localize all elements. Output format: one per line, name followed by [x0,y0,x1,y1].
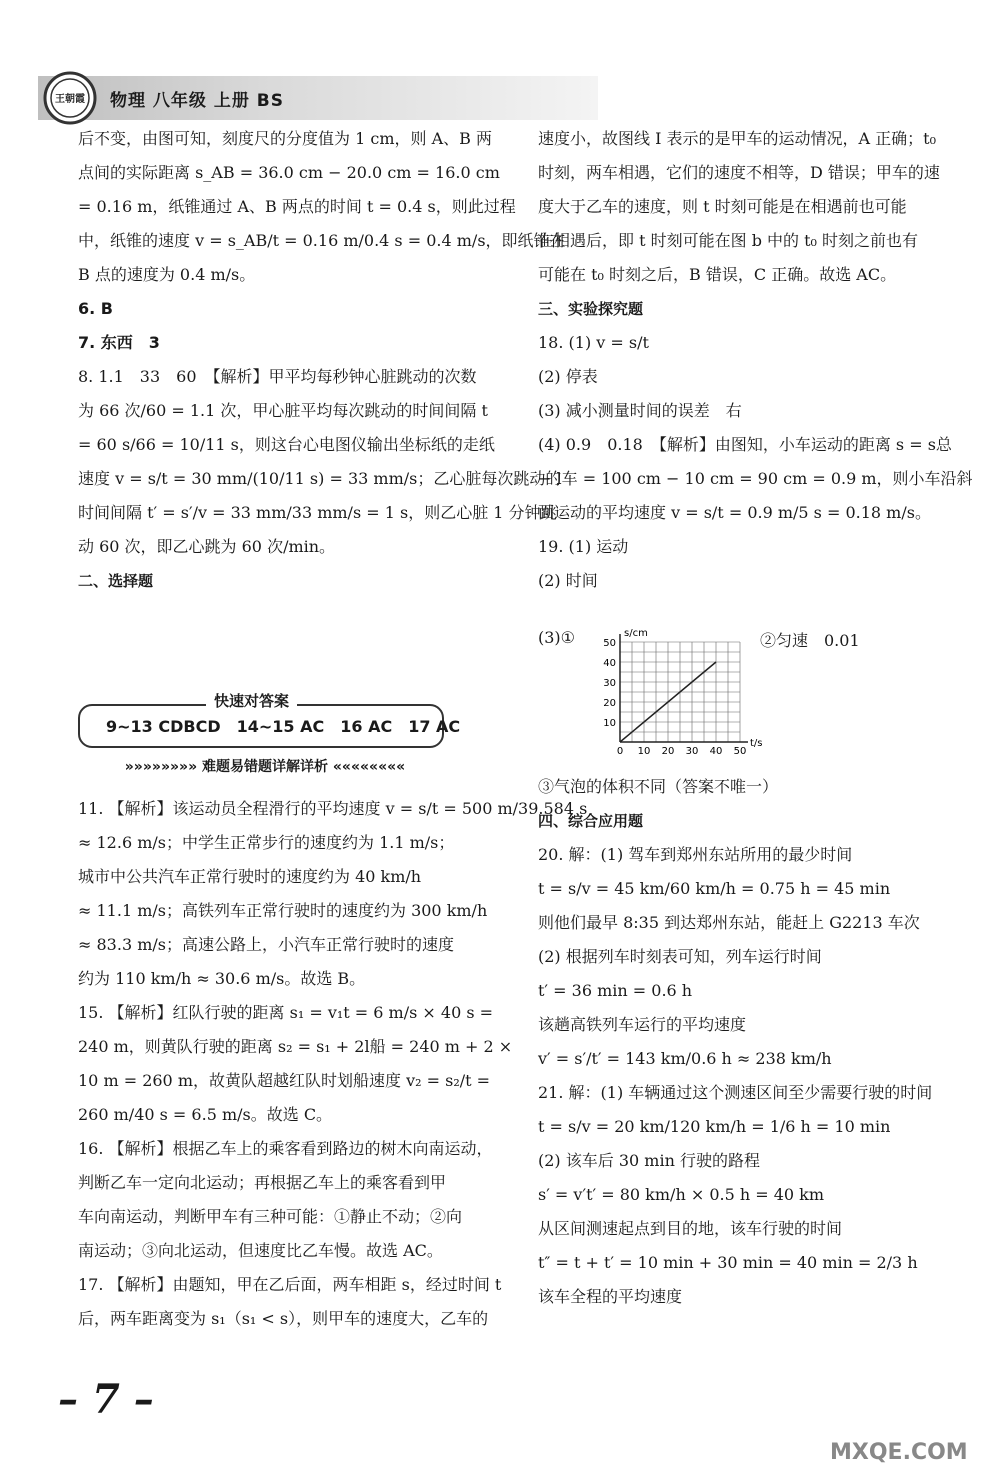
y-tick-label: 50 [603,638,616,649]
answer-7: 7. 东西 3 [78,333,160,352]
x-axis-label: t/s [750,738,763,749]
y-axis-label: s/cm [624,628,648,639]
text-line: 10 m = 260 m，故黄队超越红队时划船速度 v₂ = s₂/t = [78,1071,491,1090]
section-heading: 二、选择题 [78,572,154,590]
y-tick-label: 10 [603,718,616,729]
logo-icon [42,70,98,126]
answer-17: 17. 【解析】由题知，甲在乙后面，两车相距 s，经过时间 t [78,1275,502,1294]
text-line: 从区间测速起点到目的地，该车行驶的时间 [538,1219,843,1238]
text-line: (4) 0.9 0.18 【解析】由图知，小车运动的距离 s = s总 [538,435,952,454]
text-line: 为 66 次/60 = 1.1 次，甲心脏平均每次跳动的时间间隔 t [78,401,488,420]
text-line: 则他们最早 8:35 到达郑州东站，能赶上 G2213 车次 [538,913,920,932]
quick-answer-list: 9~13 CDBCD 14~15 AC 16 AC 17 AC [106,717,461,736]
x-tick-label: 40 [709,746,723,757]
text-line: ③气泡的体积不同（答案不唯一） [538,777,779,796]
text-line: (2) 时间 [538,571,598,590]
text-line: v′ = s′/t′ = 143 km/0.6 h ≈ 238 km/h [538,1049,832,1068]
text-line: B 点的速度为 0.4 m/s。 [78,265,256,284]
answer-21: 21. 解：(1) 车辆通过这个测速区间至少需要行驶的时间 [538,1083,933,1102]
text-line: 速度 v = s/t = 30 mm/(10/11 s) = 33 mm/s；乙心脏每次跳动的 [78,469,562,488]
text-line: t″ = t + t′ = 10 min + 30 min = 40 min = 2/3 h [538,1253,918,1272]
q19-part3-label: (3)① [538,628,576,647]
section-heading: 四、综合应用题 [538,812,644,830]
text-line: 时刻，两车相遇，它们的速度不相等，D 错误；甲车的速 [538,163,940,182]
text-line: 时间间隔 t′ = s′/v = 33 mm/33 mm/s = 1 s，则乙心脏 1 分钟跳 [78,503,557,522]
page-number: – 7 – [58,1376,154,1423]
right-column [538,122,973,598]
text-line: 城市中公共汽车正常行驶时的速度约为 40 km/h [78,867,422,886]
s-t-graph [590,628,763,760]
text-line: 后，两车距离变为 s₁（s₁ < s），则甲车的速度大，乙车的 [78,1309,489,1328]
section-heading: 三、实验探究题 [538,300,644,318]
text-line: ≈ 11.1 m/s；高铁列车正常行驶时的速度约为 300 km/h [78,901,488,920]
y-tick-labels [603,638,616,729]
footer-watermark: MXQE.COM [830,1440,968,1465]
text-line: 点间的实际距离 s_AB = 36.0 cm − 20.0 cm = 16.0 cm [78,163,500,182]
text-line: 260 m/40 s = 6.5 m/s。故选 C。 [78,1105,333,1124]
text-line: 南运动；③向北运动，但速度比乙车慢。故选 AC。 [78,1241,443,1260]
detail-banner: »»»»»»»» 难题易错题详解详析 «««««««« [124,759,406,775]
text-line: t′ = 36 min = 0.6 h [538,981,693,1000]
text-line: = 0.16 m，纸锥通过 A、B 两点的时间 t = 0.4 s，则此过程 [78,197,516,216]
left-column-analysis [78,792,588,1336]
text-line: 该车全程的平均速度 [538,1287,683,1306]
text-line: 在相遇后，即 t 时刻可能在图 b 中的 t₀ 时刻之前也有 [538,231,919,250]
text-line: 动 60 次，即乙心跳为 60 次/min。 [78,537,336,556]
text-line: − l车 = 100 cm − 10 cm = 90 cm = 0.9 m，则小车沿斜 [538,469,973,488]
quick-answer-box [78,690,461,746]
quick-answer-title: 快速对答案 [206,690,297,711]
text-line: (2) 该车后 30 min 行驶的路程 [538,1151,760,1170]
y-tick-label: 40 [603,658,616,669]
text-line: 速度小，故图线 Ⅰ 表示的是甲车的运动情况，A 正确；t₀ [538,129,936,148]
text-line: t = s/v = 20 km/120 km/h = 1/6 h = 10 min [538,1117,891,1136]
x-tick-label: 0 [616,746,624,757]
x-tick-label: 10 [637,746,651,757]
page-title: 物理 八年级 上册 BS [110,91,284,111]
answer-16: 16. 【解析】根据乙车上的乘客看到路边的树木向南运动， [78,1139,493,1158]
answer-15: 15. 【解析】红队行驶的距离 s₁ = v₁t = 6 m/s × 40 s = [78,1003,494,1022]
text-line: 车向南运动，判断甲车有三种可能：①静止不动；②向 [78,1207,463,1226]
text-line: 判断乙车一定向北运动；再根据乙车上的乘客看到甲 [78,1173,447,1192]
x-tick-labels [617,746,747,757]
left-column [78,122,566,598]
answer-19: 19. (1) 运动 [538,537,629,556]
text-line: 可能在 t₀ 时刻之后，B 错误，C 正确。故选 AC。 [538,265,897,284]
text-line: 面运动的平均速度 v = s/t = 0.9 m/5 s = 0.18 m/s。 [538,503,931,522]
text-line: ≈ 12.6 m/s；中学生正常步行的速度约为 1.1 m/s； [78,833,455,852]
y-tick-label: 20 [603,698,616,709]
text-line: (3) 减小测量时间的误差 右 [538,401,742,420]
text-line: ≈ 83.3 m/s；高速公路上，小汽车正常行驶时的速度 [78,935,454,954]
text-line: s′ = v′t′ = 80 km/h × 0.5 h = 40 km [538,1185,825,1204]
x-tick-label: 50 [733,746,747,757]
text-line: t = s/v = 45 km/60 km/h = 0.75 h = 45 min [538,879,891,898]
text-line: = 60 s/66 = 10/11 s，则这台心电图仪输出坐标纸的走纸 [78,435,495,454]
text-line: 约为 110 km/h ≈ 30.6 m/s。故选 B。 [78,969,366,988]
text-line: (2) 根据列车时刻表可知，列车运行时间 [538,947,822,966]
answer-20: 20. 解：(1) 驾车到郑州东站所用的最少时间 [538,845,853,864]
logo-text: 王朝霞 [55,94,85,105]
y-tick-label: 30 [603,678,616,689]
answer-18: 18. (1) v = s/t [538,333,649,352]
answer-6: 6. B [78,299,113,318]
text-line: 240 m，则黄队行驶的距离 s₂ = s₁ + 2l船 = 240 m + 2 × [78,1037,513,1056]
text-line: 中，纸锥的速度 v = s_AB/t = 0.16 m/0.4 s = 0.4 m/s，即纸锥在 [78,231,566,250]
text-line: 后不变，由图可知，刻度尺的分度值为 1 cm，则 A、B 两 [78,129,492,148]
q19-part3-answer: ②匀速 0.01 [760,631,860,650]
answer-8: 8. 1.1 33 60 【解析】甲平均每秒钟心脏跳动的次数 [78,367,477,386]
text-line: 该趟高铁列车运行的平均速度 [538,1015,747,1034]
text-line: 度大于乙车的速度，则 t 时刻可能是在相遇前也可能 [538,197,907,216]
right-column-2 [538,770,938,1314]
answer-11: 11. 【解析】该运动员全程滑行的平均速度 v = s/t = 500 m/39.584 s [78,799,588,818]
x-tick-label: 30 [685,746,699,757]
x-tick-label: 20 [661,746,675,757]
text-line: (2) 停表 [538,367,598,386]
